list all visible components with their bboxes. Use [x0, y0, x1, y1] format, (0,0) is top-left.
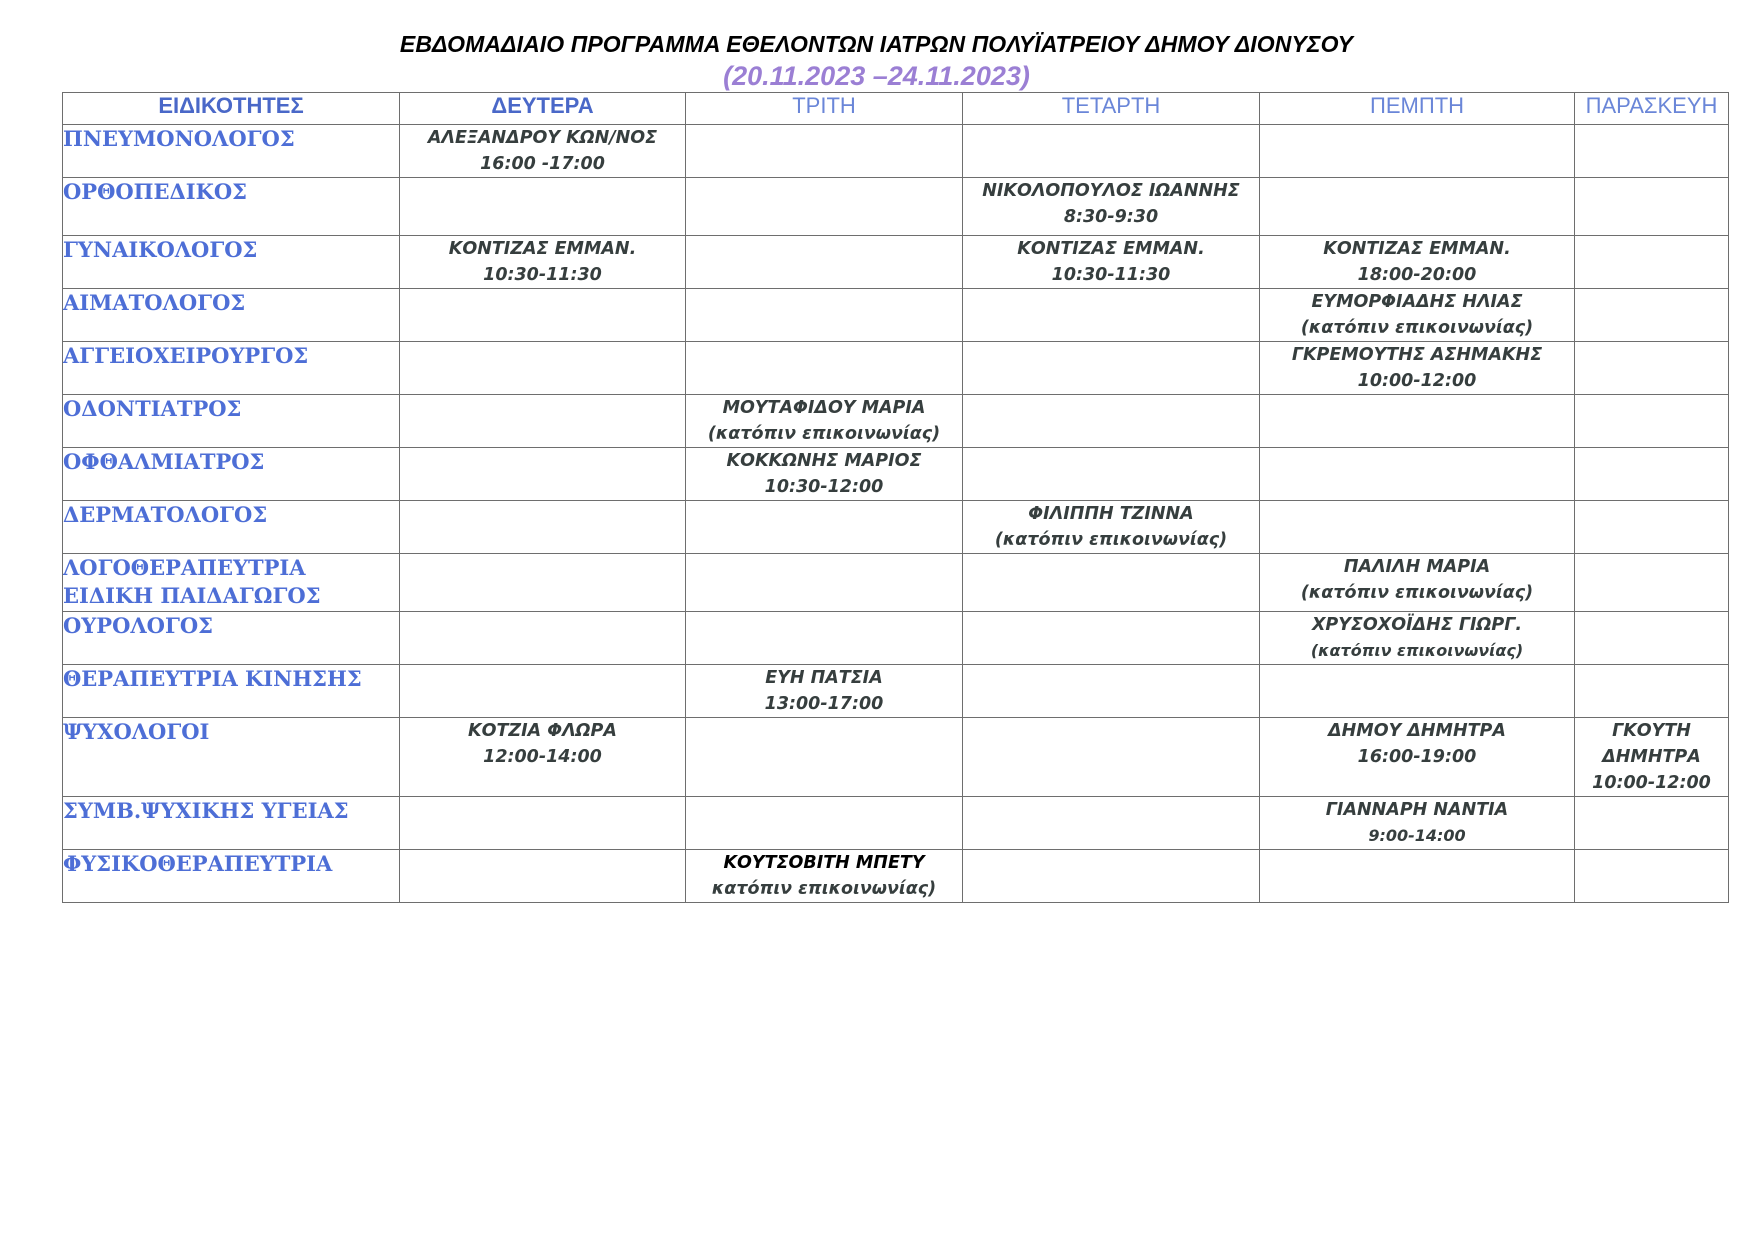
schedule-detail: (κατόπιν επικοινωνίας): [1300, 318, 1534, 338]
schedule-cell: [1260, 236, 1575, 289]
schedule-cell: [686, 125, 963, 178]
schedule-cell: [1575, 612, 1729, 665]
schedule-cell: [400, 554, 686, 612]
schedule-cell: [963, 554, 1260, 612]
schedule-cell: [1260, 448, 1575, 501]
specialty-label: ΣΥΜΒ.ΨΥΧΙΚΗΣ ΥΓΕΙΑΣ: [63, 798, 349, 823]
doctor-name: ΜΟΥΤΑΦΙΔΟΥ ΜΑΡΙΑ: [722, 398, 926, 418]
schedule-cell: [686, 448, 963, 501]
schedule-cell: [1575, 448, 1729, 501]
table-row: [63, 178, 1729, 236]
schedule-cell: [963, 850, 1260, 903]
specialty-label: ΕΙΔΙΚΗ ΠΑΙΔΑΓΩΓΟΣ: [63, 583, 321, 608]
schedule-cell: [1575, 501, 1729, 554]
column-header-tuesday: ΤΡΙΤΗ: [686, 93, 963, 125]
schedule-cell: [1260, 665, 1575, 718]
specialty-label: ΘΕΡΑΠΕΥΤΡΙΑ ΚΙΝΗΣΗΣ: [63, 666, 362, 691]
schedule-cell: [963, 342, 1260, 395]
table-row: [63, 342, 1729, 395]
schedule-cell: [1575, 718, 1729, 797]
doctor-name: ΕΥΗ ΠΑΤΣΙΑ: [765, 668, 883, 688]
schedule-cell: [1575, 289, 1729, 342]
specialty-cell: [63, 448, 400, 501]
specialty-cell: [63, 554, 400, 612]
specialty-label: ΟΥΡΟΛΟΓΟΣ: [63, 613, 214, 638]
schedule-detail: 10:00-12:00: [1357, 371, 1477, 391]
doctor-name: ΚΟΝΤΙΖΑΣ ΕΜΜΑΝ.: [1017, 239, 1205, 259]
doctor-name: ΚΟΝΤΙΖΑΣ ΕΜΜΑΝ.: [1323, 239, 1511, 259]
schedule-cell: [963, 501, 1260, 554]
schedule-cell: [1575, 395, 1729, 448]
schedule-detail: 16:00-19:00: [1357, 747, 1477, 767]
doctor-name: ΓΙΑΝΝΑΡΗ ΝΑΝΤΙΑ: [1325, 800, 1509, 820]
schedule-cell: [963, 448, 1260, 501]
schedule-detail: 8:30-9:30: [1063, 207, 1159, 227]
schedule-detail: (κατόπιν επικοινωνίας): [994, 530, 1228, 550]
doctor-name: ΓΚΡΕΜΟΥΤΗΣ ΑΣΗΜΑΚΗΣ: [1291, 345, 1543, 365]
schedule-cell: [686, 395, 963, 448]
specialty-cell: [63, 178, 400, 236]
specialty-label: ΟΡΘΟΠΕΔΙΚΟΣ: [63, 179, 248, 204]
specialty-cell: [63, 125, 400, 178]
specialty-label: ΠΝΕΥΜΟΝΟΛΟΓΟΣ: [63, 126, 295, 151]
schedule-detail: 10:30-11:30: [1051, 265, 1171, 285]
doctor-name: ΚΟΤΖΙΑ ΦΛΩΡΑ: [468, 721, 617, 741]
schedule-cell: [400, 448, 686, 501]
schedule-cell: [686, 850, 963, 903]
schedule-cell: [400, 797, 686, 850]
specialty-label: ΔΕΡΜΑΤΟΛΟΓΟΣ: [63, 502, 268, 527]
doctor-name: ΚΟΚΚΩΝΗΣ ΜΑΡΙΟΣ: [726, 451, 922, 471]
table-row: [63, 236, 1729, 289]
schedule-cell: [686, 289, 963, 342]
schedule-cell: [1575, 850, 1729, 903]
schedule-cell: [1260, 501, 1575, 554]
specialty-label: ΦΥΣΙΚΟΘΕΡΑΠΕΥΤΡΙΑ: [63, 851, 333, 876]
schedule-cell: [400, 342, 686, 395]
specialty-label: ΟΦΘΑΛΜΙΑΤΡΟΣ: [63, 449, 265, 474]
table-row: [63, 289, 1729, 342]
specialty-cell: [63, 718, 400, 797]
specialty-label: ΟΔΟΝΤΙΑΤΡΟΣ: [63, 396, 242, 421]
schedule-detail: 9:00-14:00: [1368, 826, 1466, 845]
column-header-wednesday: ΤΕΤΑΡΤΗ: [963, 93, 1260, 125]
schedule-cell: [1260, 125, 1575, 178]
specialty-label: ΑΙΜΑΤΟΛΟΓΟΣ: [63, 290, 246, 315]
schedule-cell: [686, 665, 963, 718]
schedule-cell: [1260, 289, 1575, 342]
schedule-cell: [1260, 178, 1575, 236]
header-row: [63, 93, 1729, 125]
schedule-title: ΕΒΔΟΜΑΔΙΑΙΟ ΠΡΟΓΡΑΜΜΑ ΕΘΕΛΟΝΤΩΝ ΙΑΤΡΩΝ ΠΟΛΥΪΑΤΡΕΙΟΥ ΔΗΜΟΥ ΔΙΟΝΥΣΟΥ: [399, 31, 1354, 57]
table-row: [63, 554, 1729, 612]
doctor-name: ΑΛΕΞΑΝΔΡΟΥ ΚΩΝ/ΝΟΣ: [427, 128, 658, 148]
table-row: [63, 718, 1729, 797]
schedule-cell: [963, 236, 1260, 289]
specialty-cell: [63, 501, 400, 554]
doctor-name: ΕΥΜΟΡΦΙΑΔΗΣ ΗΛΙΑΣ: [1311, 292, 1523, 312]
schedule-cell: [686, 718, 963, 797]
table-row: [63, 395, 1729, 448]
doctor-name: ΓΚΟΥΤΗ: [1612, 721, 1691, 741]
doctor-name: ΠΑΛΙΛΗ ΜΑΡΙΑ: [1343, 557, 1491, 577]
schedule-cell: [686, 554, 963, 612]
schedule-cell: [400, 612, 686, 665]
schedule-detail: (κατόπιν επικοινωνίας): [1300, 583, 1534, 603]
schedule-detail: 13:00-17:00: [764, 694, 884, 714]
schedule-detail: 16:00 -17:00: [480, 154, 605, 174]
table-row: [63, 448, 1729, 501]
schedule-cell: [963, 289, 1260, 342]
specialty-cell: [63, 850, 400, 903]
schedule-detail: 12:00-14:00: [483, 747, 602, 767]
specialty-cell: [63, 236, 400, 289]
table-row: [63, 125, 1729, 178]
doctor-name: ΔΗΜΟΥ ΔΗΜΗΤΡΑ: [1328, 721, 1506, 741]
table-row: [63, 612, 1729, 665]
schedule-cell: [1575, 236, 1729, 289]
table-row: [63, 501, 1729, 554]
schedule-detail: 10:00-12:00: [1592, 773, 1711, 793]
doctor-name: ΚΟΝΤΙΖΑΣ ΕΜΜΑΝ.: [448, 239, 637, 259]
specialty-cell: [63, 342, 400, 395]
schedule-cell: [686, 797, 963, 850]
schedule-cell: [400, 665, 686, 718]
schedule-cell: [400, 718, 686, 797]
schedule-cell: [963, 612, 1260, 665]
column-header-monday: ΔΕΥΤΕΡΑ: [400, 93, 686, 125]
schedule-cell: [400, 395, 686, 448]
schedule-cell: [400, 236, 686, 289]
doctor-name: ΧΡΥΣΟΧΟΪΔΗΣ ΓΙΩΡΓ.: [1311, 615, 1523, 635]
schedule-cell: [1260, 850, 1575, 903]
specialty-cell: [63, 612, 400, 665]
schedule-detail: 18:00-20:00: [1357, 265, 1477, 285]
schedule-detail: 10:30-12:00: [764, 477, 884, 497]
schedule-cell: [400, 178, 686, 236]
specialty-cell: [63, 289, 400, 342]
schedule-cell: [686, 342, 963, 395]
schedule-cell: [1260, 797, 1575, 850]
table-row: [63, 797, 1729, 850]
schedule-cell: [963, 665, 1260, 718]
schedule-cell: [963, 797, 1260, 850]
specialty-cell: [63, 665, 400, 718]
schedule-cell: [1260, 718, 1575, 797]
specialty-label: ΛΟΓΟΘΕΡΑΠΕΥΤΡΙΑ: [63, 555, 306, 580]
schedule-detail: ΔΗΜΗΤΡΑ: [1602, 747, 1701, 767]
schedule-detail: (κατόπιν επικοινωνίας): [1310, 641, 1524, 660]
schedule-cell: [686, 501, 963, 554]
schedule-cell: [686, 178, 963, 236]
schedule-cell: [1575, 665, 1729, 718]
schedule-cell: [1575, 178, 1729, 236]
schedule-cell: [1575, 797, 1729, 850]
schedule-cell: [963, 125, 1260, 178]
schedule-cell: [400, 501, 686, 554]
column-header-thursday: ΠΕΜΠΤΗ: [1260, 93, 1575, 125]
schedule-detail: 10:30-11:30: [483, 265, 602, 285]
schedule-cell: [1575, 342, 1729, 395]
schedule-cell: [963, 395, 1260, 448]
schedule-cell: [1575, 554, 1729, 612]
schedule-cell: [1575, 125, 1729, 178]
schedule-cell: [963, 178, 1260, 236]
schedule-detail: (κατόπιν επικοινωνίας): [707, 424, 941, 444]
schedule-cell: [963, 718, 1260, 797]
table-row: [63, 850, 1729, 903]
schedule-cell: [400, 289, 686, 342]
schedule-cell: [1260, 395, 1575, 448]
schedule-cell: [1260, 342, 1575, 395]
specialty-label: ΓΥΝΑΙΚΟΛΟΓΟΣ: [63, 237, 258, 262]
schedule-table: [62, 92, 1729, 903]
schedule-cell: [1260, 612, 1575, 665]
doctor-name: ΦΙΛΙΠΠΗ ΤΖΙΝΝΑ: [1028, 504, 1194, 524]
schedule-cell: [686, 612, 963, 665]
date-range: (20.11.2023 –24.11.2023): [723, 61, 1030, 91]
specialty-cell: [63, 797, 400, 850]
schedule-cell: [1260, 554, 1575, 612]
column-header-specialties: ΕΙΔΙΚΟΤΗΤΕΣ: [63, 93, 400, 125]
doctor-name: ΚΟΥΤΣΟΒΙΤΗ ΜΠΕΤΥ: [723, 853, 925, 873]
schedule-cell: [400, 125, 686, 178]
specialty-label: ΑΓΓΕΙΟΧΕΙΡΟΥΡΓΟΣ: [63, 343, 309, 368]
column-header-friday: ΠΑΡΑΣΚΕΥΗ: [1575, 93, 1729, 125]
table-row: [63, 665, 1729, 718]
specialty-cell: [63, 395, 400, 448]
schedule-detail: κατόπιν επικοινωνίας): [711, 879, 937, 899]
schedule-cell: [686, 236, 963, 289]
doctor-name: ΝΙΚΟΛΟΠΟΥΛΟΣ ΙΩΑΝΝΗΣ: [982, 181, 1240, 201]
specialty-label: ΨΥΧΟΛΟΓΟΙ: [63, 719, 210, 744]
schedule-cell: [400, 850, 686, 903]
